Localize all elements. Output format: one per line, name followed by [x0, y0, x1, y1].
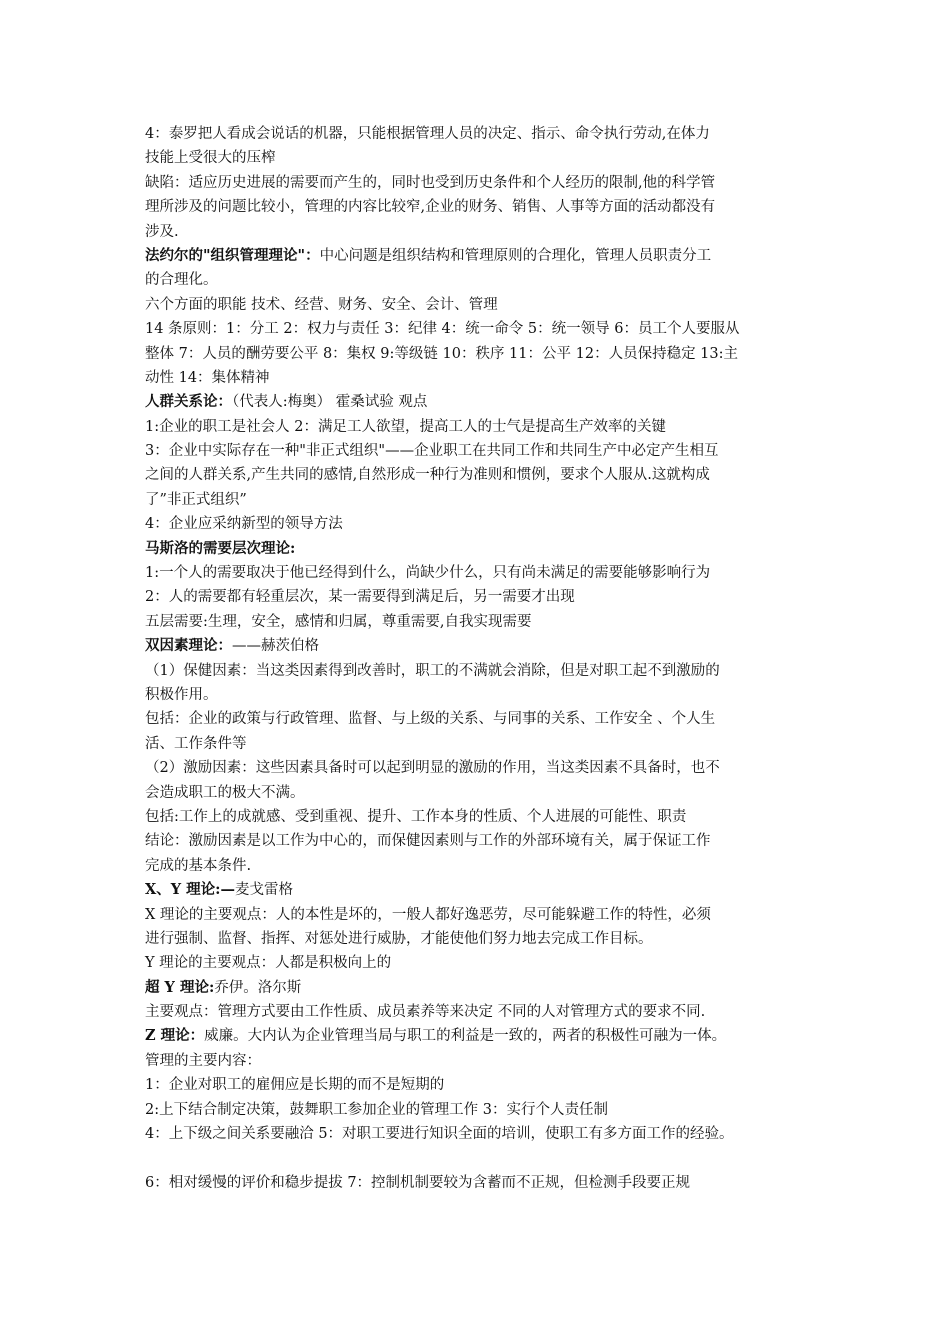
- line-text: 2:上下结合制定决策，鼓舞职工参加企业的管理工作 3：实行个人责任制: [145, 1101, 608, 1118]
- line-text: 2：人的需要都有轻重层次，某一需要得到满足后，另一需要才出现: [145, 589, 575, 606]
- text-line: [145, 610, 825, 634]
- line-text: 理所涉及的问题比较小，管理的内容比较窄,企业的财务、销售、人事等方面的活动都没有: [145, 199, 716, 216]
- line-text: 包括：企业的政策与行政管理、监督、与上级的关系、与同事的关系、工作安全 、个人生: [145, 711, 716, 728]
- text-line: [145, 415, 825, 439]
- section-heading-line: [145, 976, 825, 1000]
- text-line: [145, 195, 825, 219]
- line-text: （1）保健因素：当这类因素得到改善时，职工的不满就会消除，但是对职工起不到激励的: [145, 662, 720, 679]
- line-text: 4：企业应采纳新型的领导方法: [145, 516, 343, 533]
- text-line: [145, 342, 825, 366]
- document-body: [145, 122, 825, 1195]
- line-text: 4：上下级之间关系要融洽 5：对职工要进行知识全面的培训，使职工有多方面工作的经验。: [145, 1126, 734, 1143]
- line-text: 中心问题是组织结构和管理原则的合理化，管理人员职责分工: [319, 247, 712, 264]
- line-text: 涉及.: [145, 223, 179, 240]
- text-line: [145, 1000, 825, 1024]
- section-heading: 双因素理论：: [145, 637, 232, 655]
- section-heading-line: [145, 634, 825, 658]
- section-heading-line: [145, 244, 825, 268]
- text-line: [145, 122, 825, 146]
- line-text: （代表人:梅奥） 霍桑试验 观点: [232, 394, 428, 411]
- line-text: 管理的主要内容：: [145, 1052, 261, 1069]
- text-line: [145, 220, 825, 244]
- text-line: [145, 951, 825, 975]
- section-heading: X、Y 理论:—: [145, 881, 236, 899]
- line-text: 活、工作条件等: [145, 735, 247, 752]
- line-text: 会造成职工的极大不满。: [145, 784, 305, 801]
- line-text: 1:企业的职工是社会人 2：满足工人欲望，提高工人的士气是提高生产效率的关键: [145, 418, 666, 435]
- line-text: ——赫茨伯格: [232, 638, 319, 655]
- text-line: [145, 268, 825, 292]
- text-line: [145, 293, 825, 317]
- section-heading: 人群关系论：: [145, 393, 232, 411]
- line-text: 缺陷：适应历史进展的需要而产生的，同时也受到历史条件和个人经历的限制,他的科学管: [145, 174, 716, 191]
- text-line: [145, 585, 825, 609]
- text-line: [145, 1122, 825, 1146]
- text-line: [145, 366, 825, 390]
- blank-line: [145, 1146, 825, 1170]
- line-text: 1：企业对职工的雇佣应是长期的而不是短期的: [145, 1077, 445, 1094]
- line-text: Y 理论的主要观点：人都是积极向上的: [145, 955, 392, 972]
- line-text: 4：泰罗把人看成会说话的机器，只能根据管理人员的决定、指示、命令执行劳动,在体力: [145, 126, 710, 142]
- text-line: [145, 463, 825, 487]
- section-heading: 超 Y 理论:: [145, 978, 215, 996]
- section-heading: Z 理论：: [145, 1027, 205, 1045]
- line-text: 6：相对缓慢的评价和稳步提拔 7：控制机制要较为含蓄而不正规，但检测手段要正规: [145, 1174, 691, 1191]
- text-line: [145, 927, 825, 951]
- text-line: [145, 439, 825, 463]
- line-text: 之间的人群关系,产生共同的感情,自然形成一种行为准则和惯例，要求个人服从.这就构成: [145, 467, 710, 484]
- line-text: 威廉。大内认为企业管理当局与职工的利益是一致的，两者的积极性可融为一体。: [204, 1028, 727, 1045]
- text-line: [145, 732, 825, 756]
- text-line: [145, 146, 825, 170]
- text-line: [145, 829, 825, 853]
- section-heading-line: [145, 390, 825, 414]
- line-text: 了”非正式组织”: [145, 491, 247, 508]
- text-line: [145, 805, 825, 829]
- section-heading: 马斯洛的需要层次理论:: [145, 539, 296, 557]
- text-line: [145, 561, 825, 585]
- text-line: [145, 683, 825, 707]
- line-text: 1:一个人的需要取决于他已经得到什么，尚缺少什么，只有尚未满足的需要能够影响行为: [145, 565, 711, 582]
- text-line: [145, 903, 825, 927]
- text-line: [145, 1073, 825, 1097]
- text-line: [145, 171, 825, 195]
- section-heading-line: [145, 1024, 825, 1048]
- text-line: [145, 707, 825, 731]
- line-text: 完成的基本条件.: [145, 857, 252, 874]
- line-text: 五层需要:生理，安全，感情和归属，尊重需要,自我实现需要: [145, 613, 532, 630]
- line-text: 六个方面的职能 技术、经营、财务、安全、会计、管理: [145, 296, 498, 313]
- line-text: 结论：激励因素是以工作为中心的，而保健因素则与工作的外部环境有关，属于保证工作: [145, 833, 711, 850]
- line-text: 主要观点：管理方式要由工作性质、成员素养等来决定 不同的人对管理方式的要求不同.: [145, 1004, 706, 1021]
- section-heading-line: [145, 537, 825, 561]
- line-text: 进行强制、监督、指挥、对惩处进行威胁，才能使他们努力地去完成工作目标。: [145, 930, 653, 947]
- line-text: 14 条原则：1：分工 2：权力与责任 3：纪律 4：统一命令 5：统一领导 6：员工个人要服从: [145, 321, 740, 338]
- text-line: [145, 1049, 825, 1073]
- text-line: [145, 317, 825, 341]
- text-line: [145, 512, 825, 536]
- line-text: 3：企业中实际存在一种"非正式组织"——企业职工在共同工作和共同生产中必定产生相互: [145, 443, 719, 460]
- text-line: [145, 756, 825, 780]
- text-line: [145, 854, 825, 878]
- text-line: [145, 488, 825, 512]
- section-heading: 法约尔的"组织管理理论"：: [145, 246, 320, 264]
- line-text: 麦戈雷格: [235, 882, 294, 899]
- line-text: 乔伊。洛尔斯: [214, 979, 302, 996]
- text-line: [145, 1098, 825, 1122]
- line-text: 整体 7：人员的酬劳要公平 8：集权 9:等级链 10：秩序 11：公平 12：人员保持稳定 13:主: [145, 345, 739, 362]
- line-text: 的合理化。: [145, 272, 218, 289]
- text-line: [145, 659, 825, 683]
- line-text: 动性 14：集体精神: [145, 369, 270, 386]
- line-text: （2）激励因素：这些因素具备时可以起到明显的激励的作用，当这类因素不具备时，也不: [145, 760, 720, 777]
- section-heading-line: [145, 878, 825, 902]
- line-text: X 理论的主要观点：人的本性是坏的，一般人都好逸恶劳，尽可能躲避工作的特性，必须: [145, 906, 711, 923]
- text-line: [145, 1171, 825, 1195]
- text-line: [145, 781, 825, 805]
- line-text: 技能上受很大的压榨: [145, 150, 276, 167]
- line-text: 积极作用。: [145, 686, 218, 703]
- line-text: 包括:工作上的成就感、受到重视、提升、工作本身的性质、个人进展的可能性、职责: [145, 808, 687, 825]
